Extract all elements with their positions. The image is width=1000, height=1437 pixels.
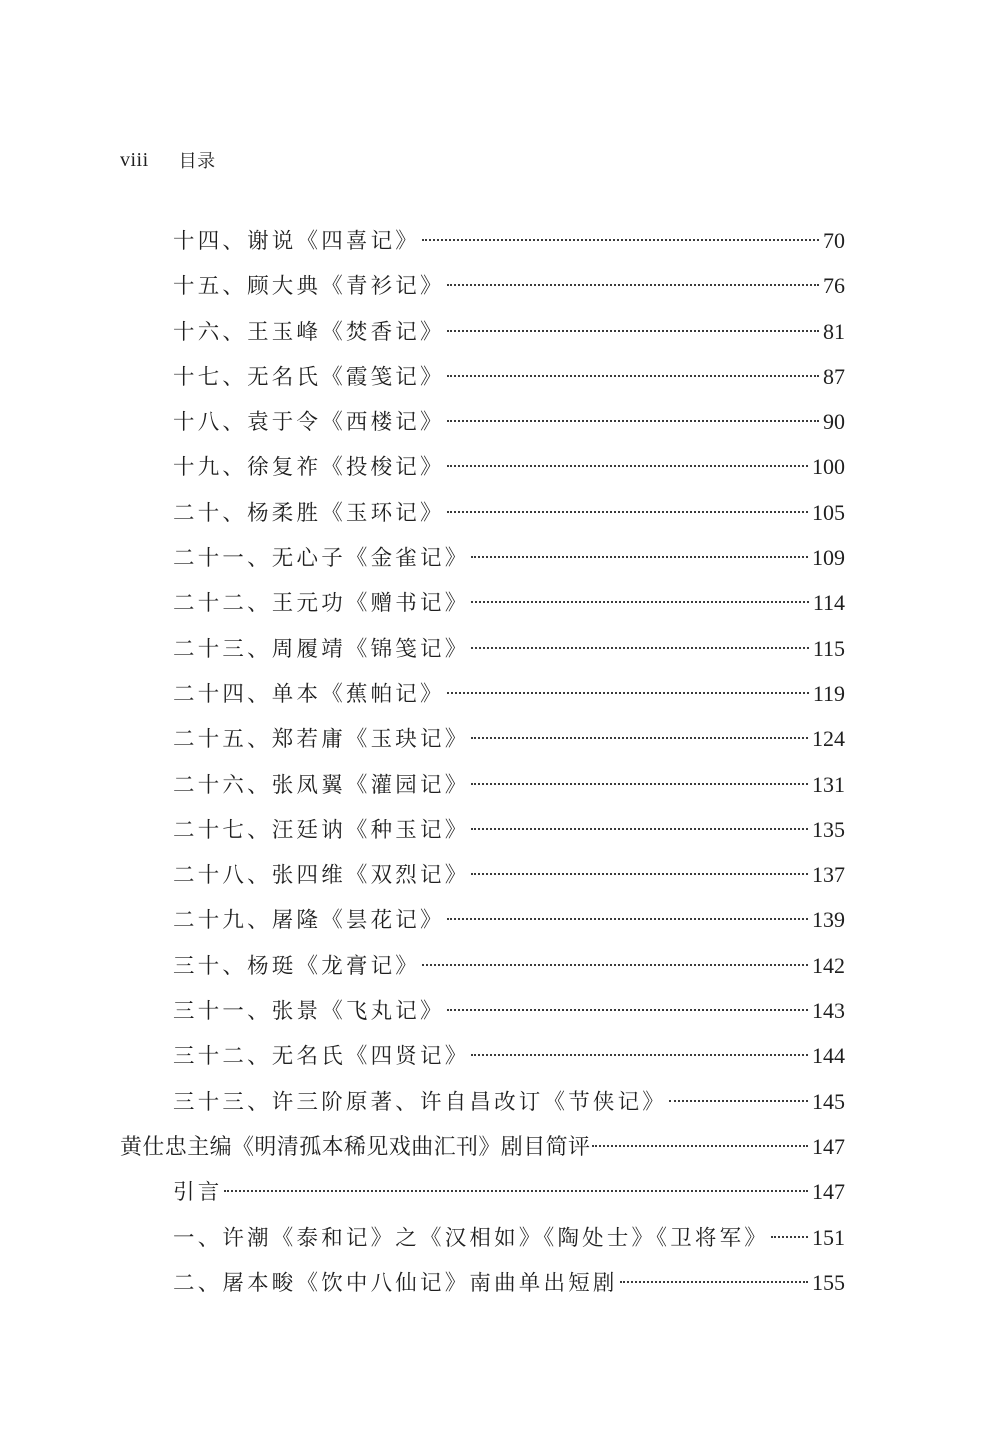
toc-entry-page: 145 <box>812 1088 845 1114</box>
toc-entry-title: 二十一、无心子《金雀记》 <box>173 546 470 572</box>
toc-entry-title: 十四、谢说《四喜记》 <box>173 229 421 254</box>
toc-entry-title: 十六、王玉峰《焚香记》 <box>173 319 445 345</box>
dot-leader <box>447 511 808 513</box>
toc-entry-title: 二十八、张四维《双烈记》 <box>173 863 470 889</box>
toc-entry-page: 119 <box>812 680 845 706</box>
toc-entry-title: 二十六、张凤翼《灌园记》 <box>173 772 470 798</box>
toc-entry[interactable] <box>120 354 845 399</box>
toc-entry[interactable] <box>120 1215 845 1260</box>
dot-leader <box>224 1190 808 1192</box>
toc-entry-page: 114 <box>812 590 845 616</box>
dot-leader <box>422 964 808 966</box>
dot-leader <box>471 601 808 603</box>
toc-entry[interactable] <box>120 762 845 807</box>
toc-entry[interactable] <box>120 490 845 535</box>
toc-entry-title: 二十二、王元功《赠书记》 <box>173 591 470 617</box>
header-title: 目录 <box>178 151 216 172</box>
toc-entry-page: 155 <box>812 1269 845 1295</box>
toc-entry-title: 十八、袁于令《西楼记》 <box>173 410 445 436</box>
toc-entry-title: 二十四、单本《蕉帕记》 <box>173 681 445 707</box>
toc-entry-page: 81 <box>823 318 845 344</box>
toc-entry[interactable] <box>120 1079 845 1124</box>
dot-leader <box>471 556 808 558</box>
toc-entry[interactable] <box>120 1033 845 1078</box>
toc-entry-page: 151 <box>812 1224 845 1250</box>
toc-entry-title: 十九、徐复祚《投梭记》 <box>173 455 445 481</box>
dot-leader <box>447 918 808 920</box>
dot-leader <box>620 1281 808 1283</box>
dot-leader <box>447 420 819 422</box>
toc-entry[interactable] <box>120 218 845 263</box>
toc-entry[interactable] <box>120 1169 845 1214</box>
dot-leader <box>471 828 808 830</box>
toc-entry-page: 87 <box>823 363 845 389</box>
dot-leader <box>471 873 808 875</box>
dot-leader <box>592 1145 808 1147</box>
toc-entry[interactable] <box>120 535 845 580</box>
toc-entry[interactable] <box>120 716 845 761</box>
toc-entry[interactable] <box>120 671 845 716</box>
toc-entry-page: 144 <box>812 1043 845 1069</box>
table-of-contents <box>120 218 845 1305</box>
toc-entry-title: 十七、无名氏《霞笺记》 <box>173 364 445 390</box>
toc-entry[interactable] <box>120 263 845 308</box>
toc-entry[interactable] <box>120 1260 845 1305</box>
dot-leader <box>447 284 819 286</box>
toc-entry-page: 137 <box>812 862 845 888</box>
toc-entry[interactable] <box>120 988 845 1033</box>
toc-entry-title: 二十五、郑若庸《玉玦记》 <box>173 727 470 753</box>
toc-entry-title: 二、屠本畯《饮中八仙记》南曲单出短剧 <box>173 1270 618 1296</box>
toc-entry-page: 76 <box>823 273 845 299</box>
dot-leader <box>669 1100 808 1102</box>
toc-entry-page: 105 <box>812 499 845 525</box>
toc-entry-title: 二十九、屠隆《昙花记》 <box>173 908 445 934</box>
toc-entry-page: 143 <box>812 998 845 1024</box>
toc-entry[interactable] <box>120 943 845 988</box>
toc-entry-page: 147 <box>812 1179 845 1205</box>
toc-entry-title: 黄仕忠主编《明清孤本稀见戏曲汇刊》剧目简评 <box>120 1134 591 1160</box>
dot-leader <box>422 239 819 241</box>
toc-entry-page: 139 <box>812 907 845 933</box>
dot-leader <box>447 330 819 332</box>
toc-entry-page: 142 <box>812 952 845 978</box>
toc-entry[interactable] <box>120 444 845 489</box>
dot-leader <box>771 1236 808 1238</box>
toc-entry-title: 二十、杨柔胜《玉环记》 <box>173 500 445 526</box>
dot-leader <box>447 465 808 467</box>
toc-entry-page: 135 <box>812 816 845 842</box>
toc-entry[interactable] <box>120 626 845 671</box>
dot-leader <box>447 375 819 377</box>
toc-entry-title: 十五、顾大典《青衫记》 <box>173 274 445 300</box>
toc-entry-page: 124 <box>812 726 845 752</box>
toc-entry-page: 131 <box>812 771 845 797</box>
toc-entry-title: 三十一、张景《飞丸记》 <box>173 999 445 1025</box>
toc-entry-title: 二十三、周履靖《锦笺记》 <box>173 636 470 662</box>
toc-entry-page: 115 <box>812 635 845 661</box>
dot-leader <box>471 647 808 649</box>
toc-entry-page: 147 <box>812 1133 845 1159</box>
toc-entry-title: 三十、杨珽《龙膏记》 <box>173 953 421 979</box>
toc-section-heading[interactable] <box>120 1124 845 1169</box>
toc-entry[interactable] <box>120 399 845 444</box>
toc-entry-title: 二十七、汪廷讷《种玉记》 <box>173 817 470 843</box>
toc-entry-title: 三十三、许三阶原著、许自昌改订《节侠记》 <box>173 1089 668 1115</box>
toc-entry-title: 一、许潮《泰和记》之《汉相如》《陶处士》《卫将军》 <box>173 1225 770 1251</box>
toc-entry[interactable] <box>120 852 845 897</box>
toc-entry[interactable] <box>120 580 845 625</box>
page-folio: viii <box>120 148 149 171</box>
toc-entry[interactable] <box>120 309 845 354</box>
toc-entry[interactable] <box>120 897 845 942</box>
dot-leader <box>471 737 808 739</box>
toc-entry-page: 109 <box>812 545 845 571</box>
toc-entry-title: 三十二、无名氏《四贤记》 <box>173 1044 470 1070</box>
dot-leader <box>447 692 809 694</box>
toc-entry-page: 100 <box>812 454 845 480</box>
dot-leader <box>447 1009 808 1011</box>
toc-entry-page: 90 <box>823 409 845 435</box>
toc-entry[interactable] <box>120 807 845 852</box>
running-header <box>120 148 216 172</box>
toc-entry-title: 引言 <box>173 1180 223 1206</box>
dot-leader <box>471 1054 808 1056</box>
dot-leader <box>471 783 808 785</box>
toc-entry-page: 70 <box>823 228 845 253</box>
